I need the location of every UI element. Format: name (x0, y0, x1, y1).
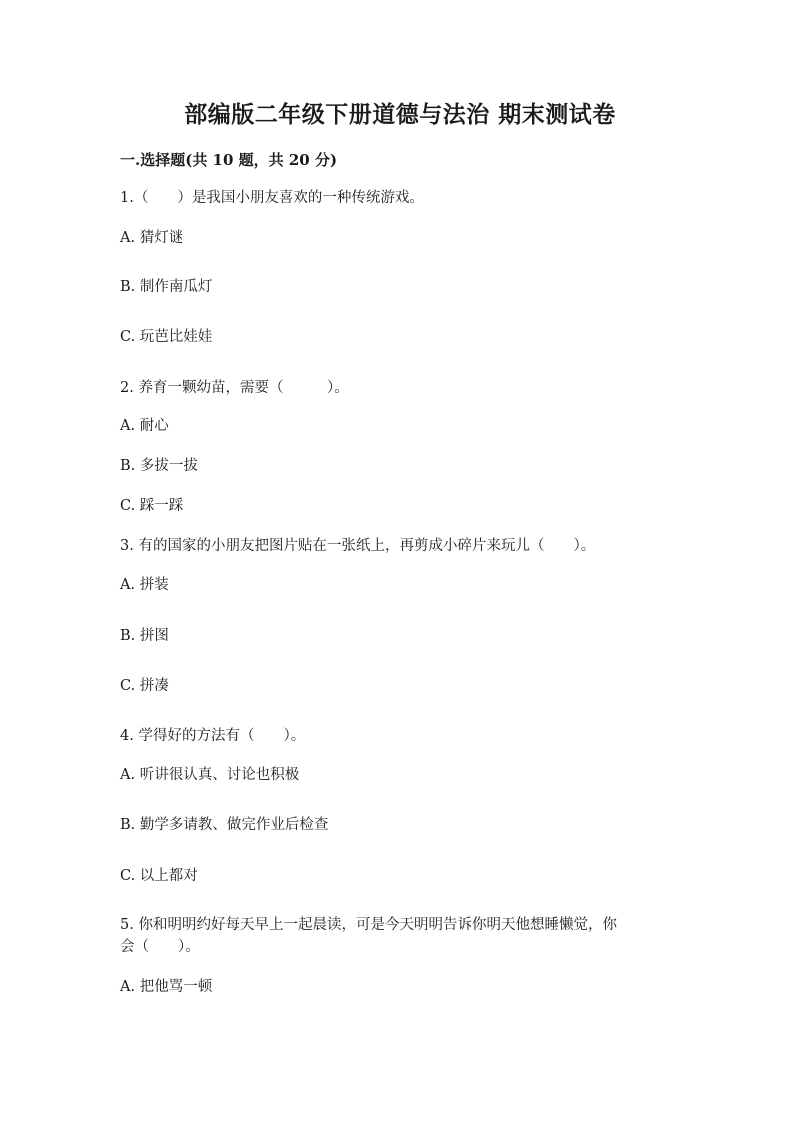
question-1-option-b: B. 制作南瓜灯 (120, 279, 213, 295)
question-4-stem: 4. 学得好的方法有（ ）。 (120, 728, 306, 744)
section-heading: 一.选择题(共 10 题，共 20 分) (120, 151, 338, 169)
question-1-stem: 1.（ ）是我国小朋友喜欢的一种传统游戏。 (120, 190, 424, 206)
question-4-option-b: B. 勤学多请教、做完作业后检查 (120, 817, 329, 833)
question-2-option-c: C. 踩一踩 (120, 498, 184, 514)
question-3-option-b: B. 拼图 (120, 628, 169, 644)
question-3-option-c: C. 拼凑 (120, 678, 169, 694)
question-2-option-a: A. 耐心 (120, 418, 169, 434)
question-2-option-b: B. 多拔一拔 (120, 458, 198, 474)
question-3-option-a: A. 拼装 (120, 577, 169, 593)
question-2-stem: 2. 养育一颗幼苗，需要（ ）。 (120, 380, 349, 396)
question-4-option-c: C. 以上都对 (120, 868, 198, 884)
question-1-option-c: C. 玩芭比娃娃 (120, 329, 213, 345)
question-5-stem-line-1: 5. 你和明明约好每天早上一起晨读，可是今天明明告诉你明天他想睡懒觉，你 (120, 917, 617, 933)
question-3-stem: 3. 有的国家的小朋友把图片贴在一张纸上，再剪成小碎片来玩儿（ ）。 (120, 538, 596, 554)
question-1-option-a: A. 猜灯谜 (120, 230, 184, 246)
page-title: 部编版二年级下册道德与法治 期末测试卷 (184, 101, 616, 128)
question-5-option-a: A. 把他骂一顿 (120, 979, 213, 995)
question-4-option-a: A. 听讲很认真、讨论也积极 (120, 767, 300, 783)
question-5-stem-line-2: 会（ ）。 (120, 939, 200, 955)
